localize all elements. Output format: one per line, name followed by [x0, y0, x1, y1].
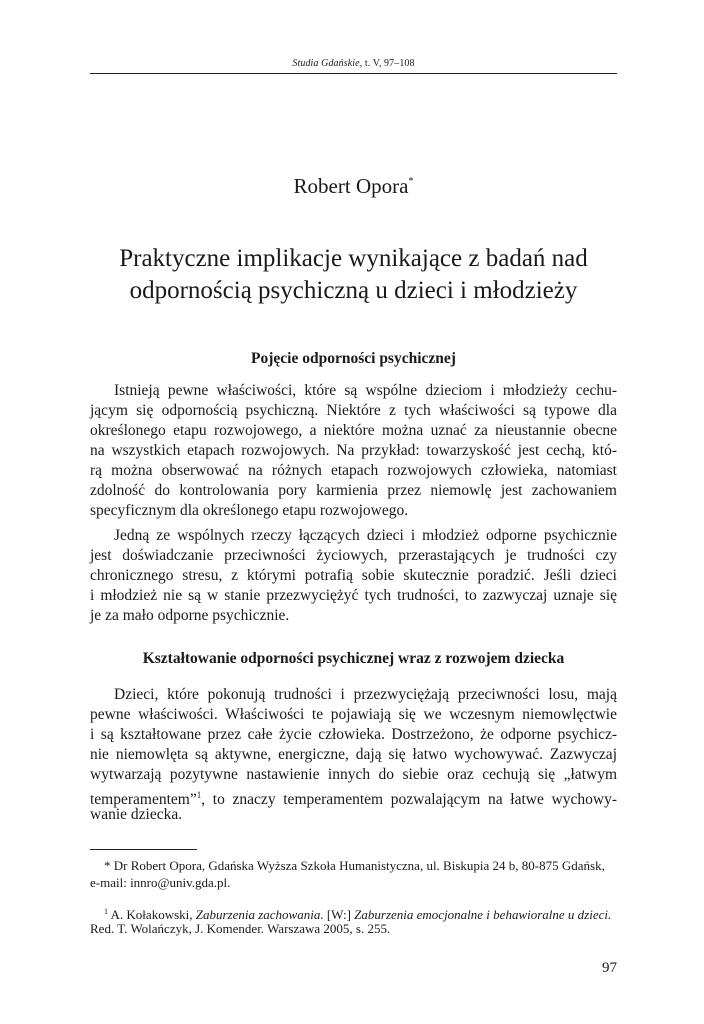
- section-heading: Pojęcie odporności psychicznej: [251, 350, 456, 367]
- text-line: Istnieją pewne właściwości, które są wspólne dzieciom i młodzieży cechu-: [114, 382, 617, 399]
- footnote: [90, 903, 617, 937]
- running-head: [90, 58, 617, 69]
- title-line: Praktyczne implikacje wynikające z badań nad: [119, 245, 588, 272]
- footnote-ref[interactable]: 1: [196, 790, 202, 800]
- text-line: na wszystkich etapach rozwojowych. Na przykład: towarzyskość jest cechą, któ-: [90, 442, 617, 459]
- footnote-mark: 1: [104, 907, 108, 916]
- text-line: rą można obserwować na różnych etapach rozwojowych człowieka, natomiast: [90, 462, 617, 479]
- footnote-text: [W:]: [323, 907, 355, 922]
- text-line: i są kształtowane przez całe życie człowieka. Dostrzeżono, że odporne psychicz-: [90, 726, 617, 743]
- footnote: [90, 857, 617, 891]
- footnote-line: Red. T. Wolańczyk, J. Komender. Warszawa 2005, s. 255.: [90, 921, 391, 936]
- text-line: wytwarzają pozytywne nastawienie innych do siebie oraz cechują się „łatwym: [90, 766, 617, 783]
- text-line: Jedną ze wspólnych rzeczy łączących dzieci i młodzież odporne psychicznie: [114, 527, 617, 544]
- journal-volume: , t. V, 97–108: [359, 58, 415, 69]
- text-line: wanie dziecka.: [90, 806, 183, 823]
- author-name: Robert Opora: [293, 174, 409, 198]
- page-number: 97: [602, 960, 617, 976]
- header-rule: [90, 73, 617, 74]
- footnote-text: Dr Robert Opora, Gdańska Wyższa Szkoła Humanistyczna, ul. Biskupia 24 b, 80-875 Gdańsk,: [110, 858, 605, 873]
- footnote-line: [90, 857, 617, 874]
- footnote-mark: *: [104, 858, 111, 873]
- footnote-text: Zaburzenia zachowania.: [195, 907, 324, 922]
- text-fragment: temperamentem”: [90, 791, 197, 808]
- footnote-text: Zaburzenia emocjonalne i behawioralne u dzieci.: [354, 907, 612, 922]
- footnote-text: A. Kołakowski,: [108, 907, 196, 922]
- text-line: Dzieci, które pokonują trudności i przezwyciężają przeciwności losu, mają: [114, 686, 617, 703]
- text-line: je za mało odporne psychicznie.: [90, 607, 290, 624]
- author-footnote-mark[interactable]: *: [408, 176, 414, 187]
- journal-name: Studia Gdańskie: [292, 58, 360, 69]
- text-line: określonego etapu rozwojowego, a niektóre można uznać za nieustannie obecne: [90, 422, 617, 439]
- author: [90, 174, 617, 199]
- footnote-line: [90, 903, 617, 920]
- text-line: i młodzież nie są w stanie przezwyciężyć tych trudności, to zazwyczaj uznaje się: [90, 587, 617, 604]
- footnote-line: e-mail: innro@univ.gda.pl.: [90, 875, 231, 890]
- paragraph: [90, 685, 617, 825]
- paragraph: [90, 526, 617, 626]
- text-line: zdolność do kontrolowania pory karmienia przez niemowlę jest zachowaniem: [90, 482, 617, 499]
- title-line: odpornością psychiczną u dzieci i młodzieży: [129, 277, 578, 304]
- text-line: nie niemowlęta są aktywne, energiczne, dają się łatwo wychowywać. Zazwyczaj: [90, 746, 617, 763]
- paragraph: [90, 381, 617, 521]
- text-fragment: , to znaczy temperamentem pozwalającym na łatwe wychowy-: [201, 791, 617, 808]
- text-line-with-footnote: [90, 785, 617, 808]
- text-line: specyficznym dla określonego etapu rozwojowego.: [90, 502, 409, 519]
- footnote-rule: [90, 849, 197, 850]
- section-heading: Kształtowanie odporności psychicznej wraz z rozwojem dziecka: [142, 650, 565, 667]
- text-line: pewne właściwości. Właściwości te pojawiają się we wczesnym niemowlęctwie: [90, 706, 617, 723]
- text-line: chronicznego stresu, z którymi potrafią sobie skutecznie poradzić. Jeśli dzieci: [90, 567, 617, 584]
- text-line: jest doświadczanie przeciwności życiowych, przerastających je trudności czy: [90, 547, 617, 564]
- text-line: jącym się odpornością psychiczną. Niektóre z tych właściwości są typowe dla: [90, 402, 617, 419]
- article-title: [90, 243, 617, 307]
